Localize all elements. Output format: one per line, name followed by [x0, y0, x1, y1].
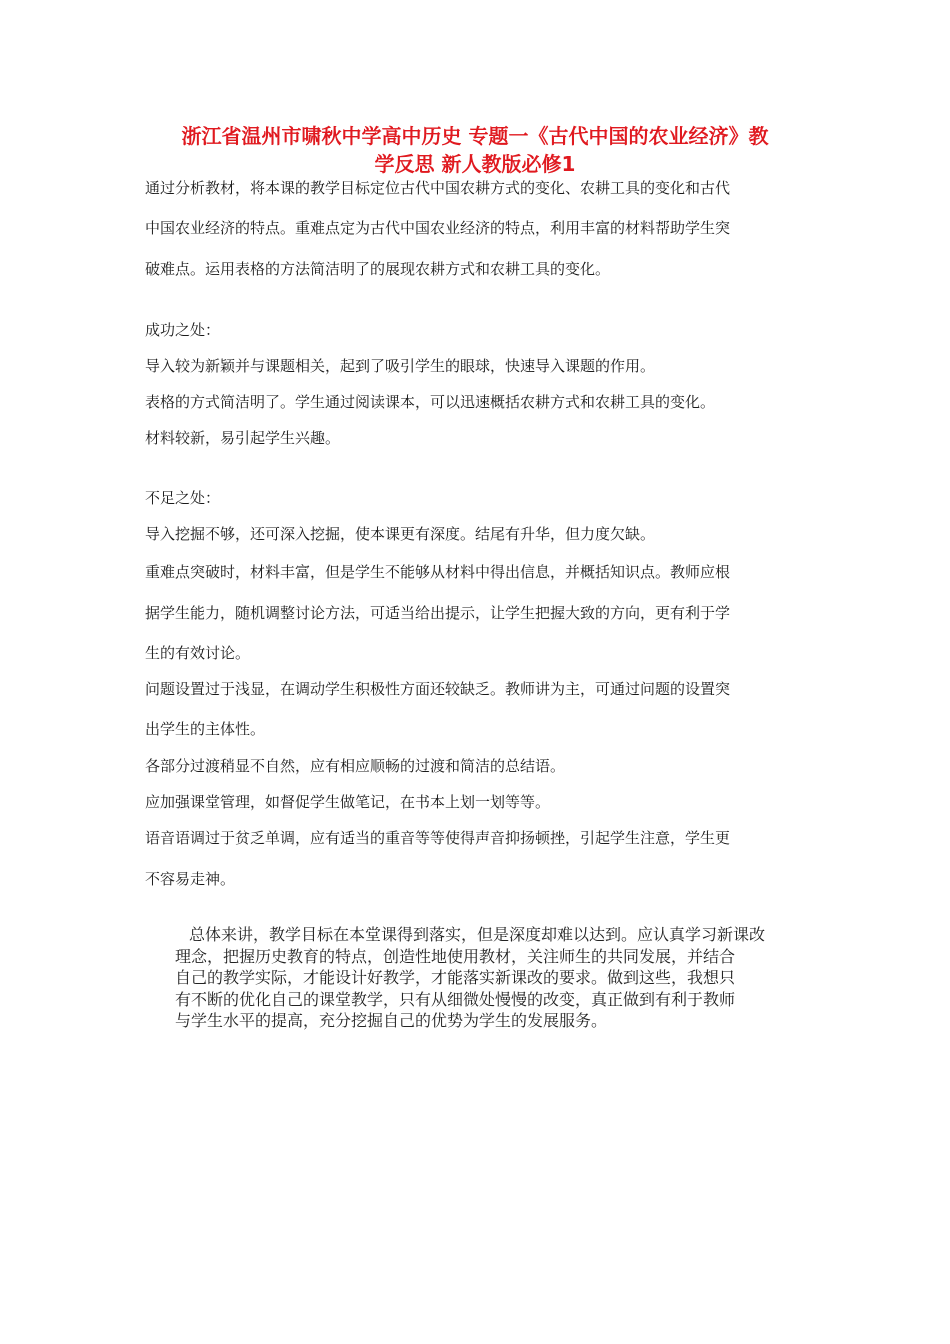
shortcoming-line-2: 重难点突破时，材料丰富，但是学生不能够从材料中得出信息，并概括知识点。教师应根: [145, 563, 731, 581]
summary-line-4: 有不断的优化自己的课堂教学，只有从细微处慢慢的改变，真正做到有利于教师: [175, 989, 736, 1009]
success-item-2: 表格的方式简洁明了。学生通过阅读课本，可以迅速概括农耕方式和农耕工具的变化。: [145, 393, 716, 411]
summary-line-5: 与学生水平的提高，充分挖掘自己的优势为学生的发展服务。: [175, 1011, 608, 1030]
shortcoming-line-4: 生的有效讨论。: [145, 644, 251, 662]
title-line-1: 浙江省温州市啸秋中学高中历史 专题一《古代中国的农业经济》教: [181, 124, 769, 148]
shortcoming-line-5: 问题设置过于浅显，在调动学生积极性方面还较缺乏。教师讲为主，可通过问题的设置突: [145, 680, 731, 698]
intro-line-3: 破难点。运用表格的方法简洁明了的展现农耕方式和农耕工具的变化。: [145, 260, 611, 278]
shortcoming-line-7: 各部分过渡稍显不自然，应有相应顺畅的过渡和简洁的总结语。: [145, 757, 566, 775]
summary-line-2: 理念，把握历史教育的特点，创造性地使用教材，关注师生的共同发展，并结合: [175, 946, 736, 966]
success-item-3: 材料较新，易引起学生兴趣。: [145, 429, 341, 447]
shortcoming-line-9: 语音语调过于贫乏单调，应有适当的重音等等使得声音抑扬顿挫，引起学生注意，学生更: [145, 829, 731, 847]
success-heading: 成功之处：: [145, 321, 221, 339]
intro-line-2: 中国农业经济的特点。重难点定为古代中国农业经济的特点，利用丰富的材料帮助学生突: [145, 219, 731, 237]
summary-paragraph: [175, 924, 766, 1032]
shortcoming-line-10: 不容易走神。: [145, 870, 236, 888]
shortcoming-line-6: 出学生的主体性。: [145, 720, 266, 738]
shortcoming-line-1: 导入挖掘不够，还可深入挖掘，使本课更有深度。结尾有升华，但力度欠缺。: [145, 525, 656, 543]
shortcoming-line-8: 应加强课堂管理，如督促学生做笔记，在书本上划一划等等。: [145, 793, 551, 811]
shortcoming-heading: 不足之处：: [145, 489, 221, 507]
summary-line-1: 总体来讲，教学目标在本堂课得到落实，但是深度却难以达到。应认真学习新课改: [189, 925, 766, 944]
success-item-1: 导入较为新颖并与课题相关，起到了吸引学生的眼球，快速导入课题的作用。: [145, 357, 656, 375]
title-line-2: 学反思 新人教版必修1: [374, 152, 576, 176]
document-title: [130, 122, 820, 178]
shortcoming-line-3: 据学生能力，随机调整讨论方法，可适当给出提示，让学生把握大致的方向，更有利于学: [145, 604, 731, 622]
summary-line-3: 自己的教学实际，才能设计好教学，才能落实新课改的要求。做到这些，我想只: [175, 968, 736, 987]
intro-line-1: 通过分析教材，将本课的教学目标定位古代中国农耕方式的变化、农耕工具的变化和古代: [145, 179, 731, 197]
